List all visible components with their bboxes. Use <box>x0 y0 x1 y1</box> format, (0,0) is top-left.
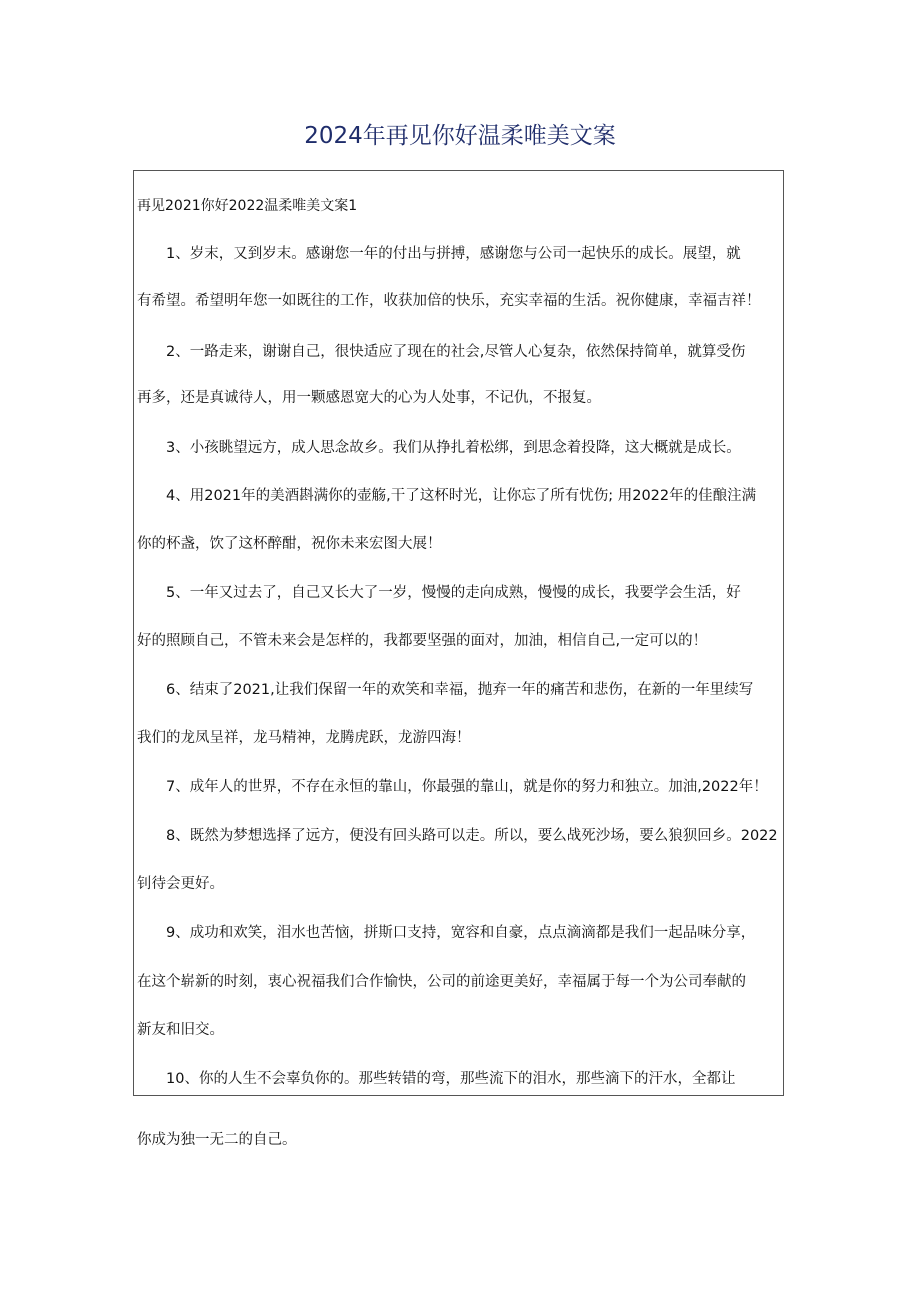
paragraph-6-line-2: 我们的龙凤呈祥，龙马精神，龙腾虎跃，龙游四海！ <box>137 730 471 746</box>
paragraph-4-line-2: 你的杯盏，饮了这杯醉酣，祝你未来宏图大展！ <box>137 536 442 552</box>
paragraph-1-line-2: 有希望。希望明年您一如既往的工作，收获加倍的快乐，充实幸福的生活。祝你健康，幸福吉祥！ <box>137 293 761 309</box>
paragraph-8-line-1: 8、既然为梦想选择了远方，便没有回头路可以走。所以，要么战死沙场，要么狼狈回乡。2022 <box>166 828 778 844</box>
paragraph-5-line-1: 5、一年又过去了，自己又长大了一岁，慢慢的走向成熟，慢慢的成长，我要学会生活，好 <box>166 585 741 601</box>
paragraph-7-line-1: 7、成年人的世界，不存在永恒的靠山，你最强的靠山，就是你的努力和独立。加油,2022年！ <box>166 779 768 795</box>
paragraph-10-line-2: 你成为独一无二的自己。 <box>137 1132 297 1148</box>
section-subtitle: 再见2021你好2022温柔唯美文案1 <box>137 198 358 214</box>
paragraph-6-line-1: 6、结束了2021,让我们保留一年的欢笑和幸福，抛弃一年的痛苦和悲伤，在新的一年里续写 <box>166 682 754 698</box>
paragraph-8-line-2: 钊待会更好。 <box>137 876 224 892</box>
paragraph-1-line-1: 1、岁末，又到岁末。感谢您一年的付出与拼搏，感谢您与公司一起快乐的成长。展望，就 <box>166 246 741 262</box>
paragraph-9-line-2: 在这个崭新的时刻，衷心祝福我们合作愉快，公司的前途更美好，幸福属于每一个为公司奉献的 <box>137 974 746 990</box>
paragraph-10-line-1: 10、你的人生不会辜负你的。那些转错的弯，那些流下的泪水，那些滴下的汗水，全都让 <box>166 1071 736 1087</box>
paragraph-5-line-2: 好的照顾自己，不管未来会是怎样的，我都要坚强的面对，加油，相信自己,一定可以的！ <box>137 633 708 649</box>
paragraph-9-line-1: 9、成功和欢笑，泪水也苦恼，拼斯口支持，宽容和自豪，点点滴滴都是我们一起品味分享， <box>166 925 756 941</box>
document-title: 2024年再见你好温柔唯美文案 <box>304 123 616 149</box>
paragraph-9-line-3: 新友和旧交。 <box>137 1022 224 1038</box>
paragraph-3-line-1: 3、小孩眺望远方，成人思念故乡。我们从挣扎着松绑，到思念着投降，这大概就是成长。 <box>166 440 741 456</box>
paragraph-2-line-2: 再多，还是真诚待人，用一颗感恩宽大的心为人处事，不记仇，不报复。 <box>137 390 601 406</box>
paragraph-4-line-1: 4、用2021年的美酒斟满你的壶觞,干了这杯时光，让你忘了所有忧伤; 用2022年的佳酿注满 <box>166 488 757 504</box>
paragraph-2-line-1: 2、一路走来，谢谢自己，很快适应了现在的社会,尽管人心复杂，依然保持简单，就算受伤 <box>166 344 746 360</box>
